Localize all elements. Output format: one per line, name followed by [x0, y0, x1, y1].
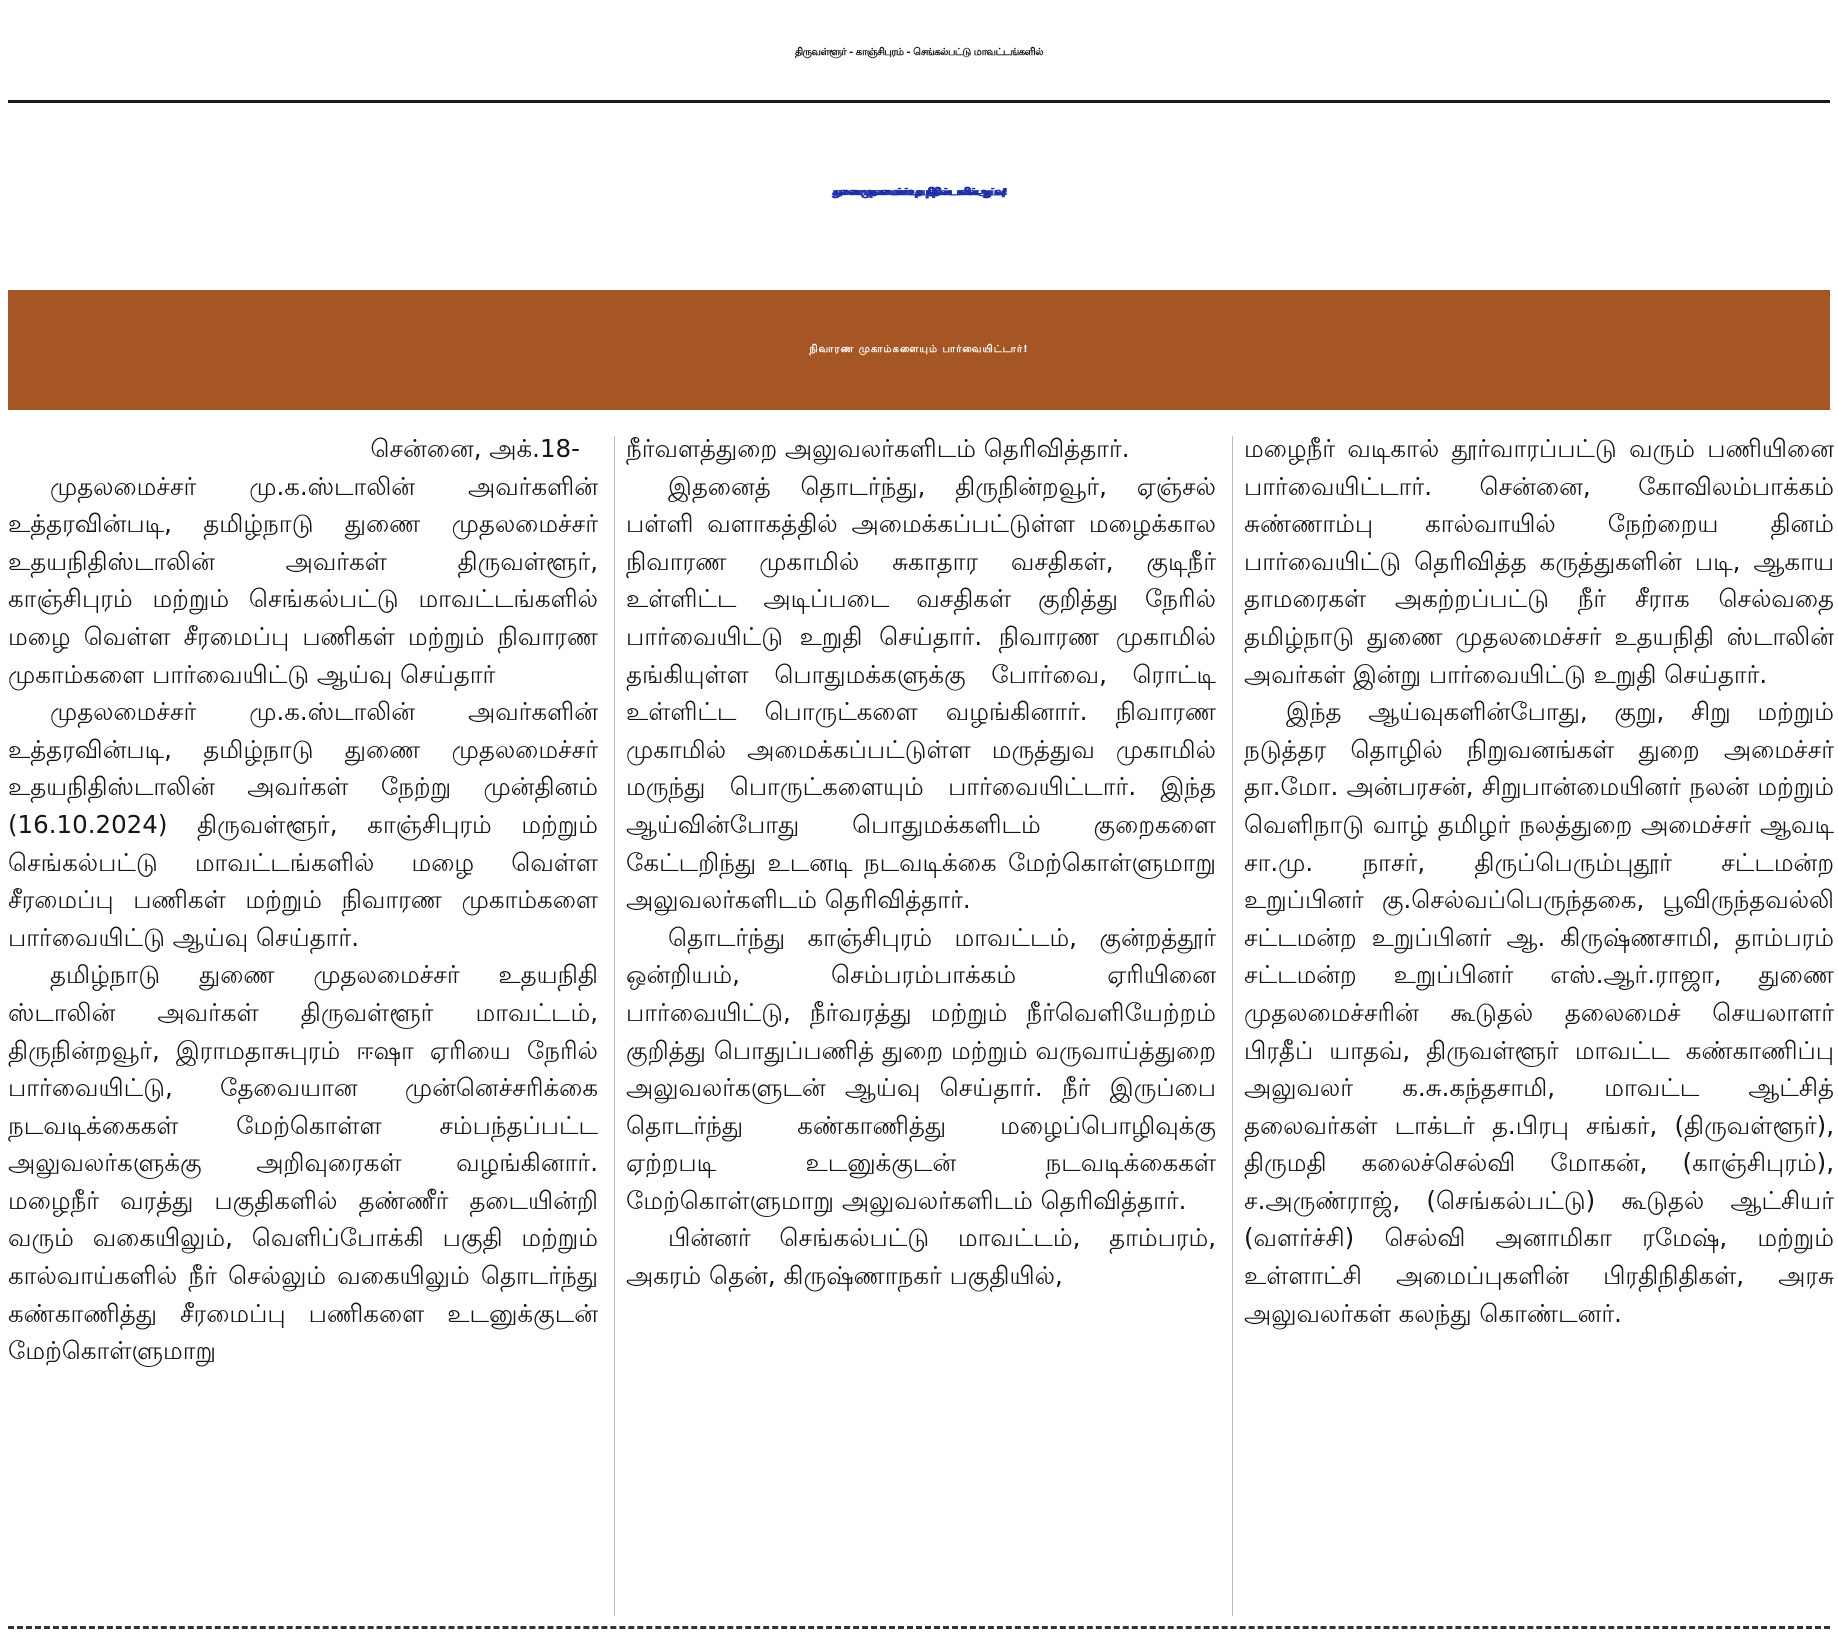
paragraph: நீர்வளத்துறை அலுவலர்களிடம் தெரிவித்தார். — [626, 434, 1130, 463]
article-column-2 — [626, 430, 1216, 1615]
paragraph: இந்த ஆய்வுகளின்போது, குறு, சிறு மற்றும் நடுத்தர தொழில் நிறுவனங்கள் துறை அமைச்சர் தா.மோ. அன்பரசன், சிறுபான்மையினர் நலன் மற்றும் வெளிநாடு வாழ் தமிழர் நலத்துறை அமைச்சர் ஆவடி சா.மு. நாசர், திருப்பெரும்புதூர் சட்டமன்ற உறுப்பினர் கு.செல்வப்பெருந்தகை, பூவிருந்தவல்லி சட்டமன்ற உறுப்பினர் ஆ. கிருஷ்ணசாமி, தாம்பரம் சட்டமன்ற உறுப்பினர் எஸ்.ஆர்.ராஜா, துணை முதலமைச்சரின் கூடுதல் தலைமைச் செயலாளர் பிரதீப் யாதவ், திருவள்ளூர் மாவட்ட கண்காணிப்பு அலுவலர் க.சு.கந்தசாமி, மாவட்ட ஆட்சித் தலைவர்கள் டாக்டர் த.பிரபு சங்கர், (திருவள்ளூர்), திருமதி கலைச்செல்வி மோகன், (காஞ்சிபுரம்), ச.அருண்ராஜ், (செங்கல்பட்டு) கூடுதல் ஆட்சியர் (வளர்ச்சி) செல்வி அனாமிகா ரமேஷ், மற்றும் உள்ளாட்சி அமைப்புகளின் பிரதிநிதிகள், அரசு அலுவலர்கள் கலந்து கொண்டனர். — [1244, 697, 1834, 1328]
paragraph: தொடர்ந்து காஞ்சிபுரம் மாவட்டம், குன்றத்தூர் ஒன்றியம், செம்பரம்பாக்கம் ஏரியினை பார்வையிட்டு, நீர்வரத்து மற்றும் நீர்வெளியேற்றம் குறித்து பொதுப்பணித் துறை மற்றும் வருவாய்த்துறை அலுவலர்களுடன் ஆய்வு செய்தார். நீர் இருப்பை தொடர்ந்து கண்காணித்து மழைப்பொழிவுக்கு ஏற்றபடி உடனுக்குடன் நடவடிக்கைகள் மேற்கொள்ளுமாறு அலுவலர்களிடம் தெரிவித்தார். — [626, 922, 1216, 1215]
column-separator — [1232, 436, 1233, 1616]
paragraph: இதனைத் தொடர்ந்து, திருநின்றவூர், ஏஞ்சல் பள்ளி வளாகத்தில் அமைக்கப்பட்டுள்ள மழைக்கால நிவாரண முகாமில் சுகாதார வசதிகள், குடிநீர் உள்ளிட்ட அடிப்படை வசதிகள் குறித்து நேரில் பார்வையிட்டு உறுதி செய்தார். நிவாரண முகாமில் தங்கியுள்ள பொதுமக்களுக்கு போர்வை, ரொட்டி உள்ளிட்ட பொருட்களை வழங்கினார். நிவாரண முகாமில் அமைக்கப்பட்டுள்ள மருத்துவ முகாமில் மருந்து பொருட்களையும் பார்வையிட்டார். இந்த ஆய்வின்போது பொதுமக்களிடம் குறைகளை கேட்டறிந்து உடனடி நடவடிக்கை மேற்கொள்ளுமாறு அலுவலர்களிடம் தெரிவித்தார். — [626, 471, 1216, 915]
headline: துணை முதலமைச்சர் உதயநிதி ஸ்டாலின் ஆய்வு! — [832, 187, 1006, 198]
subheadline-band — [8, 290, 1830, 410]
column-separator — [614, 436, 615, 1616]
subheadline: நிவாரண முகாம்களையும் பார்வையிட்டார்! — [809, 344, 1029, 355]
paragraph: முதலமைச்சர் மு.க.ஸ்டாலின் அவர்களின் உத்தரவின்படி, தமிழ்நாடு துணை முதலமைச்சர் உதயநிதிஸ்டாலின் அவர்கள் நேற்று முன்தினம் (16.10.2024) திருவள்ளூர், காஞ்சிபுரம் மற்றும் செங்கல்பட்டு மாவட்டங்களில் மழை வெள்ள சீரமைப்பு பணிகள் மற்றும் நிவாரண முகாம்களை பார்வையிட்டு ஆய்வு செய்தார். — [8, 697, 598, 952]
bottom-dashed-rule — [8, 1626, 1830, 1629]
top-rule — [8, 100, 1830, 103]
article-column-1 — [8, 430, 598, 1615]
dateline: சென்னை, அக்.18- — [370, 434, 580, 463]
paragraph: பின்னர் செங்கல்பட்டு மாவட்டம், தாம்பரம், அகரம் தென், கிருஷ்ணாநகர் பகுதியில், — [626, 1223, 1216, 1291]
paragraph: தமிழ்நாடு துணை முதலமைச்சர் உதயநிதி ஸ்டாலின் அவர்கள் திருவள்ளூர் மாவட்டம், திருநின்றவூர், இராமதாசுபுரம் ஈஷா ஏரியை நேரில் பார்வையிட்டு, தேவையான முன்னெச்சரிக்கை நடவடிக்கைகள் மேற்கொள்ள சம்பந்தப்பட்ட அலுவலர்களுக்கு அறிவுரைகள் வழங்கினார். மழைநீர் வரத்து பகுதிகளில் தண்ணீர் தடையின்றி வரும் வகையிலும், வெளிப்போக்கி பகுதி மற்றும் கால்வாய்களில் நீர் செல்லும் வகையிலும் தொடர்ந்து கண்காணித்து சீரமைப்பு பணிகளை உடனுக்குடன் மேற்கொள்ளுமாறு — [8, 960, 598, 1366]
kicker-line: திருவள்ளூர் - காஞ்சிபுரம் - செங்கல்பட்டு மாவட்டங்களில் — [794, 47, 1044, 58]
paragraph: மழைநீர் வடிகால் தூர்வாரப்பட்டு வரும் பணியினை பார்வையிட்டார். சென்னை, கோவிலம்பாக்கம் சுண்ணாம்பு கால்வாயில் நேற்றைய தினம் பார்வையிட்டு தெரிவித்த கருத்துகளின் படி, ஆகாய தாமரைகள் அகற்றப்பட்டு நீர் சீராக செல்வதை தமிழ்நாடு துணை முதலமைச்சர் உதயநிதி ஸ்டாலின் அவர்கள் இன்று பார்வையிட்டு உறுதி செய்தார். — [1244, 434, 1834, 689]
paragraph: முதலமைச்சர் மு.க.ஸ்டாலின் அவர்களின் உத்தரவின்படி, தமிழ்நாடு துணை முதலமைச்சர் உதயநிதிஸ்டாலின் அவர்கள் திருவள்ளூர், காஞ்சிபுரம் மற்றும் செங்கல்பட்டு மாவட்டங்களில் மழை வெள்ள சீரமைப்பு பணிகள் மற்றும் நிவாரண முகாம்களை பார்வையிட்டு ஆய்வு செய்தார் — [8, 471, 598, 689]
article-column-3 — [1244, 430, 1834, 1615]
